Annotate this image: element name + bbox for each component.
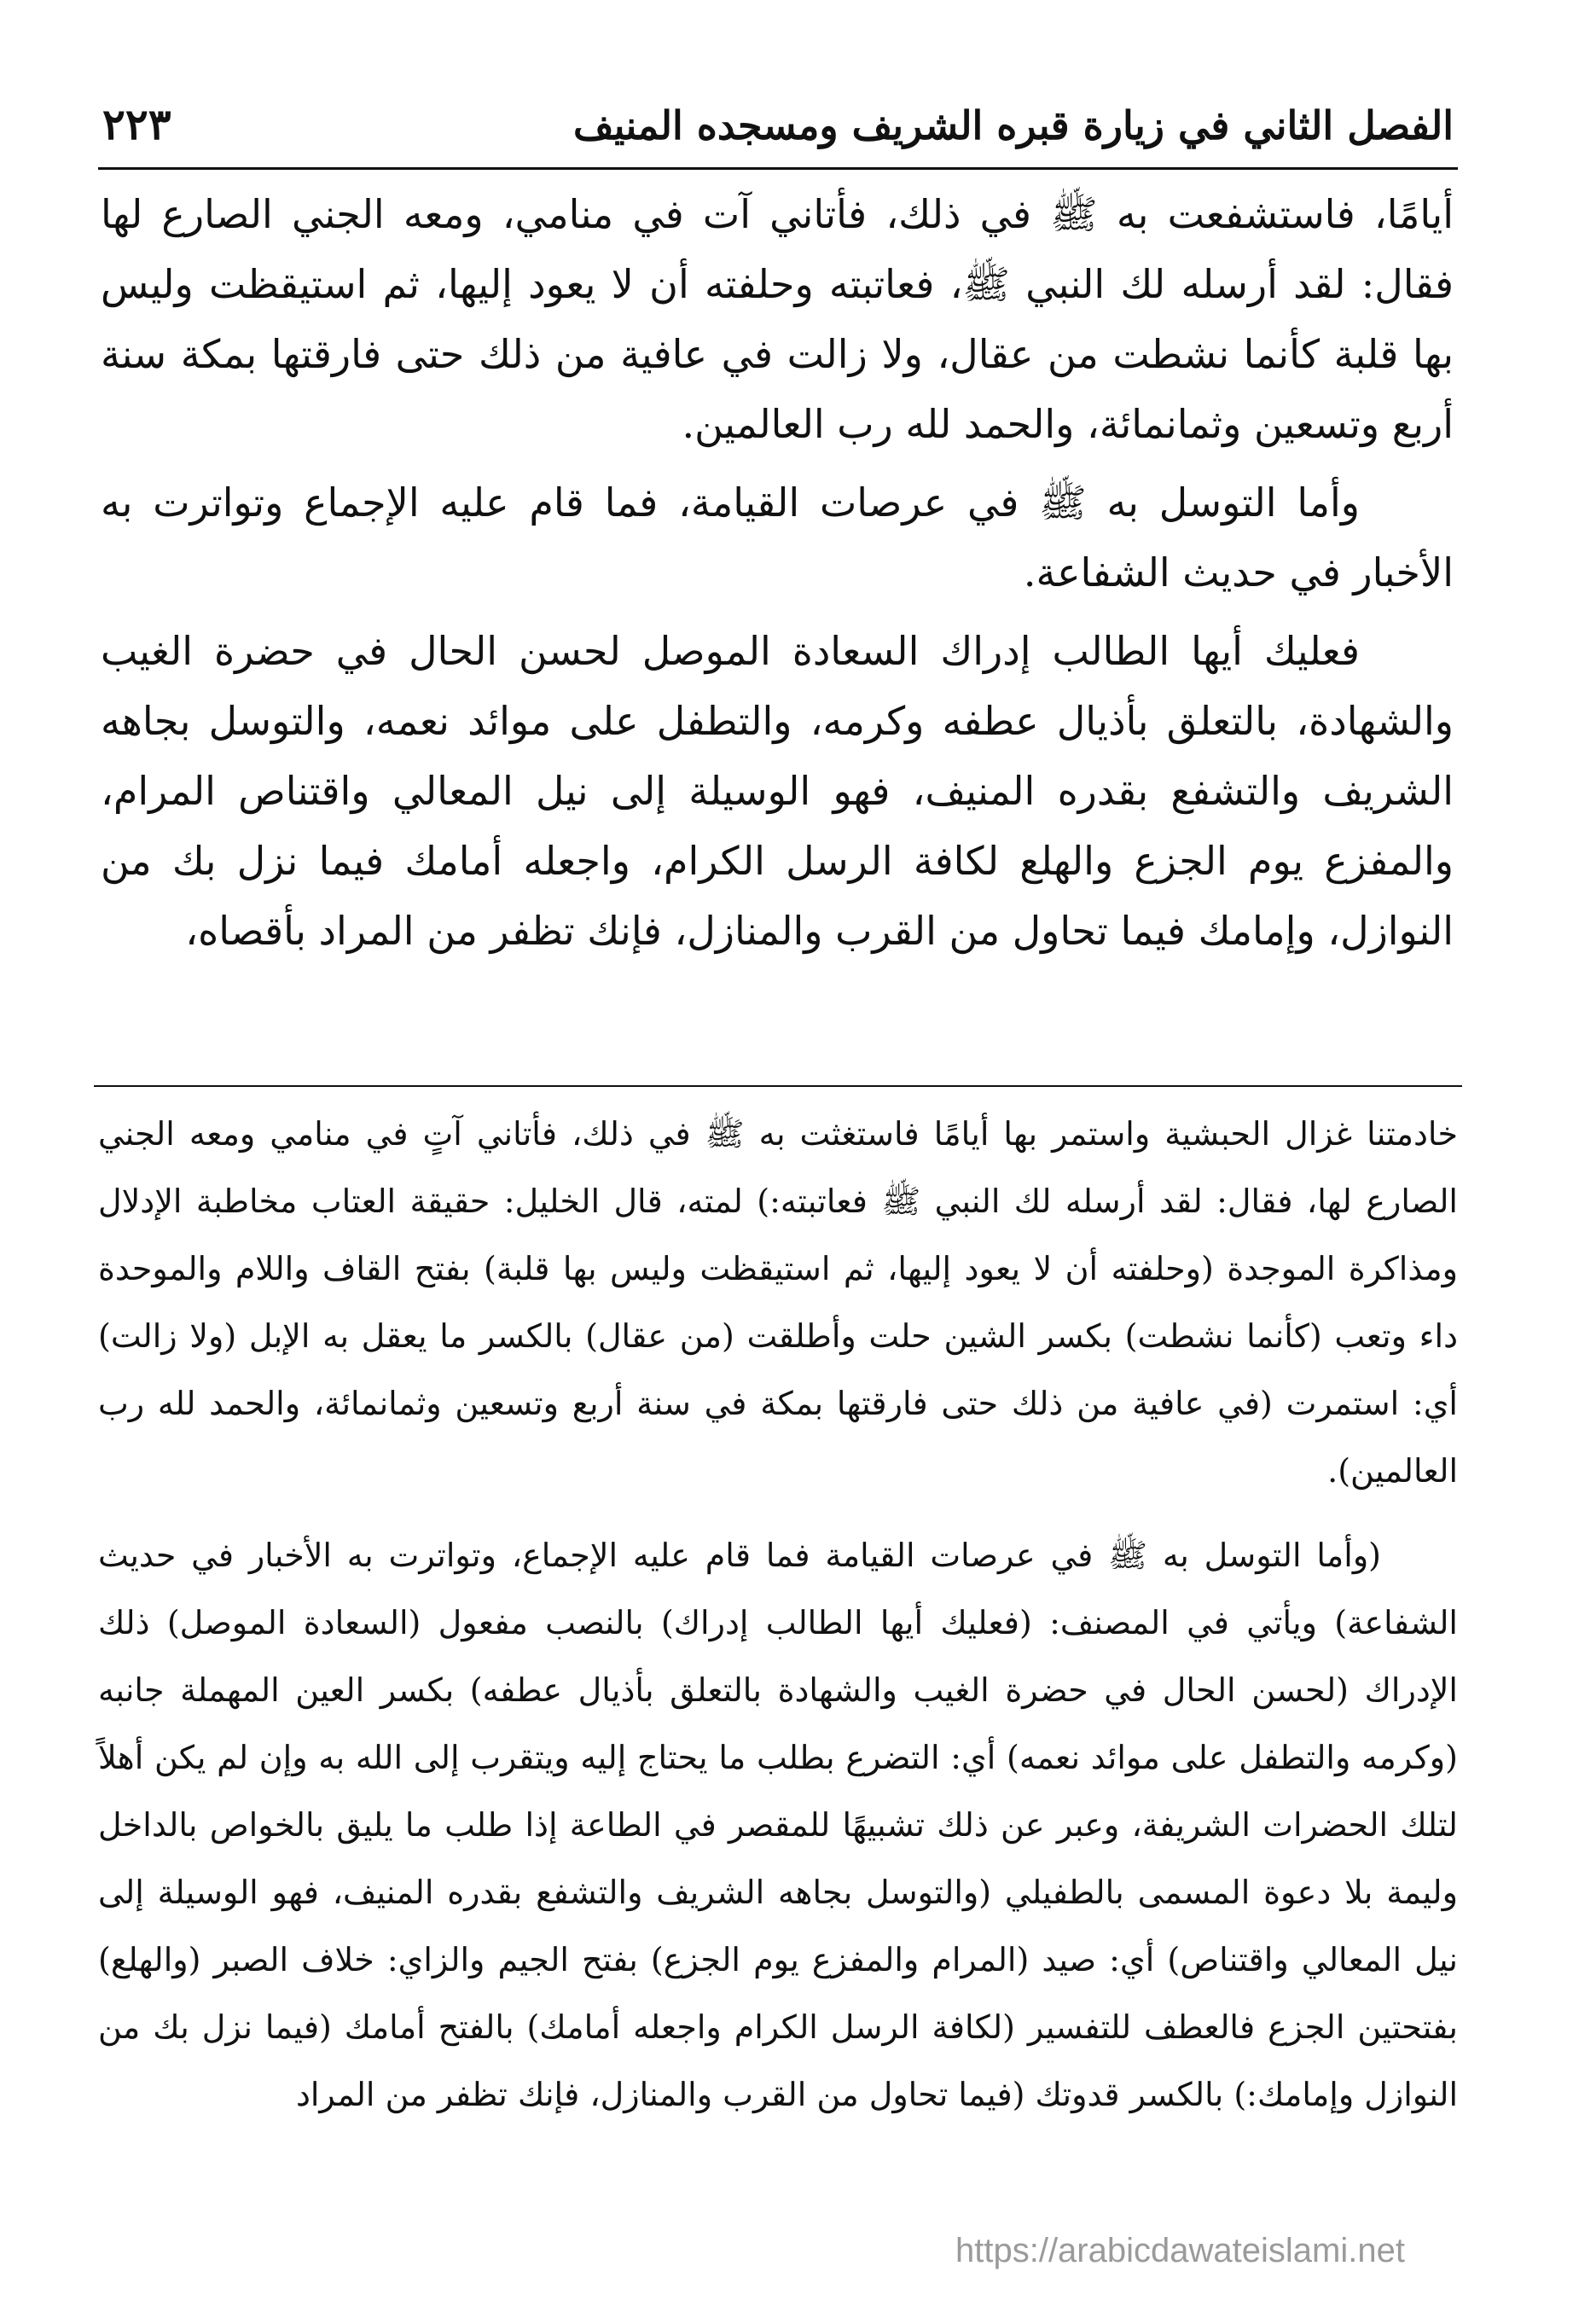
page-number: ٢٢٣ (102, 99, 171, 149)
commentary-paragraph: (وأما التوسل به ﷺ في عرصات القيامة فما قام عليه الإجماع، وتواترت به الأخبار في حديث الشفاعة) ويأتي في المصنف: (فعليك أيها الطالب إدراك) بالنصب مفعول (السعادة الموصل) ذلك الإدراك (لحسن الحال في حضرة الغيب والشهادة بالتعلق بأذيال عطفه) بكسر العين المهملة جانبه (وكرمه والتطفل على موائد نعمه) أي: التضرع بطلب ما يحتاج إليه ويتقرب إلى الله به وإن لم يكن أهلاً لتلك الحضرات الشريفة، وعبر عن ذلك تشبيهًا للمقصر في الطاعة إذا طلب ما يليق بالخواص بالداخل وليمة بلا دعوة المسمى بالطفيلي (والتوسل بجاهه الشريف والتشفع بقدره المنيف، فهو الوسيلة إلى نيل المعالي واقتناص) أي: صيد (المرام والمفزع يوم الجزع) بفتح الجيم والزاي: خلاف الصبر (والهلع) بفتحتين الجزع فالعطف للتفسير (لكافة الرسل الكرام واجعله أمامك) بالفتح أمامك (فيما نزل بك من النوازل وإمامك:) بالكسر قدوتك (فيما تحاول من القرب والمنازل، فإنك تظفر من المراد (98, 1537, 1458, 2113)
commentary-text (98, 1101, 1458, 2146)
page-header (102, 94, 1454, 164)
chapter-title: الفصل الثاني في زيارة قبره الشريف ومسجده المنيف (573, 102, 1454, 148)
main-paragraph: وأما التوسل به ﷺ في عرصات القيامة، فما قام عليه الإجماع وتواترت به الأخبار في حديث الشفاعة. (101, 479, 1454, 596)
watermark-url: https://arabicdawateislami.net (955, 2232, 1405, 2269)
main-paragraph: أيامًا، فاستشفعت به ﷺ في ذلك، فأتاني آت في منامي، ومعه الجني الصارع لها فقال: لقد أرسله لك النبي ﷺ، فعاتبته وحلفته أن لا يعود إليها، ثم استيقظت وليس بها قلبة كأنما نشطت من عقال، ولا زالت في عافية من ذلك حتى فارقتها بمكة سنة أربع وتسعين وثمانمائة، والحمد لله رب العالمين. (101, 191, 1454, 447)
main-text (101, 179, 1454, 974)
main-paragraph: فعليك أيها الطالب إدراك السعادة الموصل لحسن الحال في حضرة الغيب والشهادة، بالتعلق بأذيال عطفه وكرمه، والتطفل على موائد نعمه، والتوسل بجاهه الشريف والتشفع بقدره المنيف، فهو الوسيلة إلى نيل المعالي واقتناص المرام، والمفزع يوم الجزع والهلع لكافة الرسل الكرام، واجعله أمامك فيما نزل بك من النوازل، وإمامك فيما تحاول من القرب والمنازل، فإنك تظفر من المراد بأقصاه، (101, 628, 1454, 954)
header-divider (98, 167, 1458, 170)
commentary-divider (94, 1085, 1462, 1087)
commentary-paragraph: خادمتنا غزال الحبشية واستمر بها أيامًا فاستغثت به ﷺ في ذلك، فأتاني آتٍ في منامي ومعه الجني الصارع لها، فقال: لقد أرسله لك النبي ﷺ فعاتبته:) لمته، قال الخليل: حقيقة العتاب مخاطبة الإدلال ومذاكرة الموجدة (وحلفته أن لا يعود إليها، ثم استيقظت وليس بها قلبة) بفتح القاف واللام والموحدة داء وتعب (كأنما نشطت) بكسر الشين حلت وأطلقت (من عقال) بالكسر ما يعقل به الإبل (ولا زالت) أي: استمرت (في عافية من ذلك حتى فارقتها بمكة في سنة أربع وتسعين وثمانمائة، والحمد لله رب العالمين). (98, 1115, 1458, 1490)
